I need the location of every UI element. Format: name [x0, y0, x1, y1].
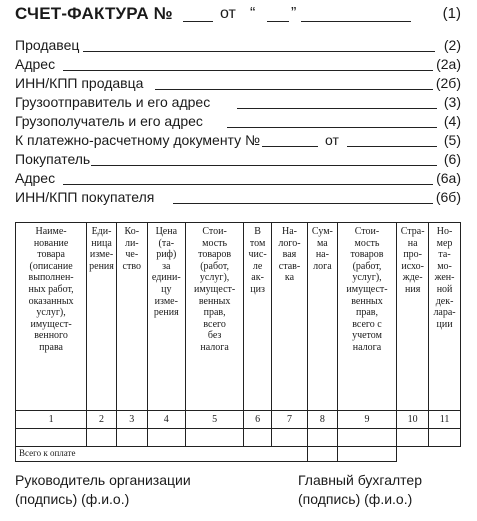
column-header: Стра- на про- исхо- жде- ния	[397, 223, 429, 411]
field-seller	[15, 37, 461, 54]
field-label: Грузополучатель и его адрес	[15, 113, 203, 129]
column-number: 9	[337, 411, 396, 429]
table-cell[interactable]	[87, 429, 117, 447]
quote-open: “	[250, 5, 256, 22]
column-number: 1	[16, 411, 87, 429]
field-seller-address	[15, 56, 461, 73]
invoice-month-year-blank[interactable]	[301, 21, 411, 22]
field-label: Покупатель	[15, 151, 91, 167]
table-row[interactable]	[16, 429, 461, 447]
field-line[interactable]	[155, 89, 433, 90]
column-number: 11	[429, 411, 461, 429]
total-row	[16, 447, 461, 462]
head-signature-block	[15, 471, 191, 509]
column-number: 6	[244, 411, 272, 429]
column-header: Сум- ма на- лога	[308, 223, 338, 411]
column-number: 2	[87, 411, 117, 429]
column-header: Стои- мость товаров (работ, услуг), имущест- венных прав, всего с учетом налога	[337, 223, 396, 411]
field-buyer-inn-kpp	[15, 189, 461, 206]
invoice-day-blank[interactable]	[267, 21, 289, 22]
column-number: 3	[116, 411, 147, 429]
field-label: ИНН/КПП продавца	[15, 75, 144, 91]
invoice-title: СЧЕТ-ФАКТУРА №	[15, 4, 173, 23]
field-seller-inn-kpp	[15, 75, 461, 92]
column-header: Стои- мость товаров (работ, услуг), имущест- венных прав, всего без налога	[185, 223, 243, 411]
table-cell[interactable]	[308, 429, 338, 447]
total-label: Всего к оплате	[16, 447, 308, 462]
column-header: Наиме- нование товара (описание выполнен- ных работ, оказанных услуг), имущест- венного права	[16, 223, 87, 411]
payment-document-date-line[interactable]	[347, 146, 437, 147]
column-number: 10	[397, 411, 429, 429]
table-cell[interactable]	[16, 429, 87, 447]
field-code: (6а)	[436, 170, 461, 186]
field-code: (4)	[443, 113, 461, 129]
total-amount-cell[interactable]	[337, 447, 396, 462]
field-label: Адрес	[15, 56, 56, 72]
total-empty	[397, 447, 461, 462]
column-number: 4	[147, 411, 185, 429]
column-number-row	[16, 411, 461, 429]
date-prefix: от	[220, 5, 236, 22]
field-label: Адрес	[15, 170, 56, 186]
column-header: Но- мер та- мо- жен- ной дек- лара- ции	[429, 223, 461, 411]
accountant-signature-block	[298, 471, 422, 509]
table-cell[interactable]	[429, 429, 461, 447]
field-line[interactable]	[63, 184, 433, 185]
field-date-prefix: от	[325, 132, 339, 148]
field-line[interactable]	[173, 203, 433, 204]
column-header: В том чис- ле ак- циз	[244, 223, 272, 411]
column-header: Еди- ница изме- рения	[87, 223, 117, 411]
table-cell[interactable]	[271, 429, 307, 447]
field-line[interactable]	[237, 108, 437, 109]
column-number: 7	[271, 411, 307, 429]
field-consignee	[15, 113, 461, 130]
column-header: Цена (та- риф) за едини- цу изме- рения	[147, 223, 185, 411]
goods-table	[15, 222, 461, 462]
field-code: (2б)	[435, 75, 461, 91]
field-buyer	[15, 151, 461, 168]
field-code: (3)	[443, 94, 461, 110]
head-signature-sub[interactable]: (подпись) (ф.и.о.)	[15, 491, 130, 507]
accountant-signature-title: Главный бухгалтер	[298, 472, 422, 488]
field-label: Грузоотправитель и его адрес	[15, 94, 211, 110]
field-code: (6)	[443, 151, 461, 167]
title-line-code: (1)	[442, 5, 461, 22]
total-tax-cell[interactable]	[308, 447, 338, 462]
table-cell[interactable]	[147, 429, 185, 447]
field-label: К платежно-расчетному документу №	[15, 132, 261, 148]
field-line[interactable]	[91, 165, 437, 166]
field-payment-document	[15, 132, 461, 149]
field-code: (2)	[443, 37, 461, 53]
invoice-title-row	[15, 4, 461, 26]
table-header-row	[16, 223, 461, 411]
field-label: Продавец	[15, 37, 80, 53]
quote-close: ”	[291, 5, 297, 22]
field-code: (2а)	[436, 56, 461, 72]
field-line[interactable]	[83, 51, 435, 52]
table-cell[interactable]	[116, 429, 147, 447]
table-cell[interactable]	[397, 429, 429, 447]
field-code: (5)	[443, 132, 461, 148]
invoice-number-blank[interactable]	[183, 21, 213, 22]
column-header: На- лого- вая став- ка	[271, 223, 307, 411]
column-number: 5	[185, 411, 243, 429]
payment-document-number-line[interactable]	[262, 146, 318, 147]
table-cell[interactable]	[244, 429, 272, 447]
field-line[interactable]	[63, 70, 433, 71]
field-consignor	[15, 94, 461, 111]
column-number: 8	[308, 411, 338, 429]
field-buyer-address	[15, 170, 461, 187]
table-cell[interactable]	[337, 429, 396, 447]
field-code: (6б)	[435, 189, 461, 205]
head-signature-title: Руководитель организации	[15, 472, 191, 488]
field-line[interactable]	[227, 127, 437, 128]
table-cell[interactable]	[185, 429, 243, 447]
accountant-signature-sub[interactable]: (подпись) (ф.и.о.)	[298, 491, 413, 507]
field-label: ИНН/КПП покупателя	[15, 189, 155, 205]
column-header: Ко- ли- че- ство	[116, 223, 147, 411]
